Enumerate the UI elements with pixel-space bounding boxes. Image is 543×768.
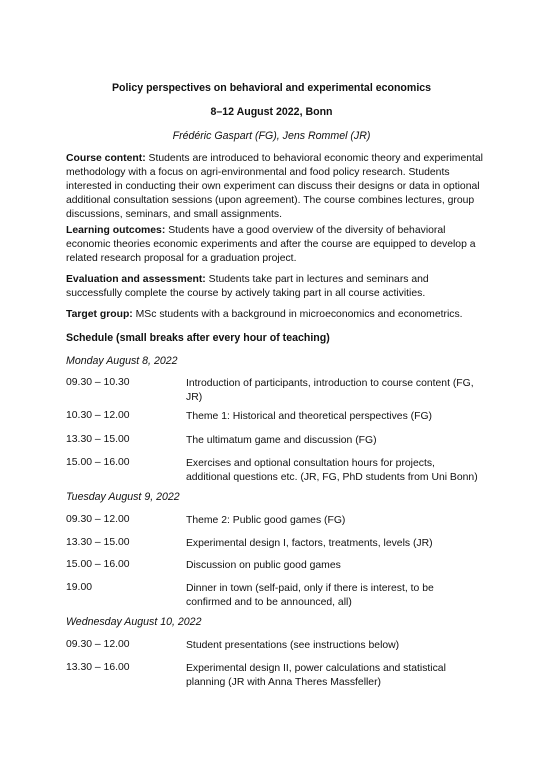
evaluation-label: Evaluation and assessment: [66,274,206,285]
day-heading: Tuesday August 9, 2022 [66,491,180,503]
schedule-desc: Experimental design II, power calculations and statistical planning (JR with Anna Theres Massfeller) [186,663,446,688]
schedule-time: 13.30 – 16.00 [66,662,130,673]
day-heading: Wednesday August 10, 2022 [66,616,202,628]
evaluation-paragraph [66,273,486,301]
schedule-desc: Student presentations (see instructions below) [186,640,400,651]
schedule-time: 09.30 – 12.00 [66,514,130,525]
schedule-time: 09.30 – 10.30 [66,377,130,388]
schedule-time: 15.00 – 16.00 [66,457,130,468]
target-group-paragraph [66,308,486,322]
schedule-desc: Dinner in town (self-paid, only if there is interest, to be confirmed and to be announced, all) [186,583,434,608]
schedule-desc: Theme 1: Historical and theoretical perspectives (FG) [186,411,433,422]
schedule-desc: Introduction of participants, introduction to course content (FG, JR) [186,378,474,403]
target-group-text: MSc students with a background in microeconomics and econometrics. [132,309,463,320]
course-content-paragraph [66,152,486,222]
document-dates: 8–12 August 2022, Bonn [210,106,333,118]
learning-outcomes-label: Learning outcomes: [66,225,166,236]
schedule-time: 15.00 – 16.00 [66,559,130,570]
learning-outcomes-text: Students have a good overview of the diversity of behavioral economic theories economic experiments and after the course are equipped to develop a related research proposal for a graduation project. [66,225,476,264]
course-content-label: Course content: [66,153,146,164]
schedule-time: 19.00 [66,582,93,593]
document-authors: Frédéric Gaspart (FG), Jens Rommel (JR) [172,130,371,142]
schedule-time: 13.30 – 15.00 [66,537,130,548]
learning-outcomes-paragraph [66,224,486,266]
day-heading: Monday August 8, 2022 [66,355,178,367]
schedule-time: 13.30 – 15.00 [66,434,130,445]
schedule-time: 10.30 – 12.00 [66,410,130,421]
target-group-label: Target group: [66,309,133,320]
schedule-heading: Schedule (small breaks after every hour of teaching) [66,332,330,344]
schedule-desc: The ultimatum game and discussion (FG) [186,435,377,446]
course-content-text: Students are introduced to behavioral economic theory and experimental methodology with a focus on agri-environmental and food policy research. Students interested in conducting their own experiment can discuss their designs or data in optional additional consultation sessions (upon agreement). The course combines lectures, group discussions, seminars, and small assignments. [66,153,483,220]
schedule-desc: Discussion on public good games [186,560,341,571]
evaluation-text: Students take part in lectures and seminars and successfully complete the course by actively taking part in all course activities. [66,274,429,299]
schedule-time: 09.30 – 12.00 [66,639,130,650]
schedule-desc: Exercises and optional consultation hours for projects, additional questions etc. (JR, FG, PhD students from Uni Bonn) [186,458,478,483]
document-title: Policy perspectives on behavioral and experimental economics [111,82,432,94]
schedule-desc: Theme 2: Public good games (FG) [186,515,346,526]
schedule-desc: Experimental design I, factors, treatments, levels (JR) [186,538,433,549]
